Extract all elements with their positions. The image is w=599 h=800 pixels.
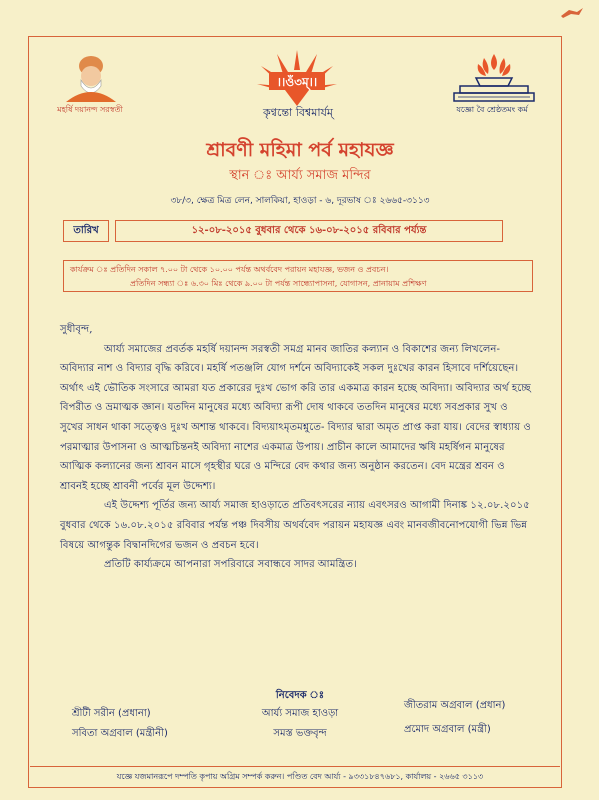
center-logo-caption: কৃণ্বন্তো বিশ্বমার্যম্	[262, 106, 334, 119]
signatory-left-2: সবিতা অগ্রবাল (মন্ত্রীনী)	[72, 728, 168, 739]
paragraph-intro: আর্য্য সমাজের প্রবর্তক মহর্ষি দয়ানন্দ সরস্বতী সমগ্র মানব জাতির কল্যান ও বিকাশের জন্য লিখলেন- অবিদ্যার নাশ ও বিদ্যার বৃদ্ধি করিবে। মহর্ষি পতঞ্জলি যোগ দর্শনে অবিদ্যাকেই সকল দুঃখের কারন হিসাবে দর্শিয়েছেন। অর্থাৎ এই ভৌতিক সংসারে আমরা যত প্রকারের দুঃখ ভোগ করি তার একমাত্র কারন হচ্ছে অবিদ্যা। অবিদ্যার অর্থ হচ্ছে বিপরীত ও ভ্রমাত্মক জ্ঞান। যতদিন মানুষের মধ্যে অবিদ্যা রূপী দোষ থাকবে ততদিন মানুষের মধ্যে সবপ্রকার সুখ ও সুখের সাধন থাকা সত্ত্বেও দুঃখ অশান্ত থাকবে। বিদ্যয়াঽমৃতমশ্নুতে- বিদ্যার দ্বারা অমৃত প্রাপ্ত করা যায়। বেদের স্বাধ্যায় ও পরমাত্মার উপাসনা ও আত্মচিন্তনই অবিদ্যা নাশের একমাত্র উপায়। প্রাচীন কালে আমাদের ঋষি মহর্ষিগন মানুষের আত্মিক কল্যানের জন্য শ্রাবন মাসে গৃহস্থীর ঘরে ও মন্দিরে বেদ কথার জন্য অনুষ্ঠান করতেন। বেদ মন্ত্রের শ্রবন ও শ্রাবনই হচ্ছে শ্রাবনী পর্বের মূল উদ্দেশ্য।	[60, 343, 531, 492]
date-label: তারিখ	[63, 220, 109, 242]
signatory-right-1: জীতরাম অগ্রবাল (প্রধান)	[404, 700, 506, 711]
footer-note: যজ্ঞে যজমানরূপে দম্পতি কৃপায় অগ্রিম সম্পর্ক করুন। পণ্ডিত বেদ আর্য্য - ৯৩৩১৮৪৭৬৮১, কার্যালয় - ২৬৬৫ ৩১১৩	[116, 772, 484, 781]
paragraph-invitation: প্রতিটি কার্য্যক্রমে আপনারা সপরিবারে সবান্ধবে সাদর আমন্ত্রিত।	[104, 559, 357, 571]
greeting: সুধীবৃন্দ,	[60, 324, 93, 335]
corner-flag-icon	[559, 6, 585, 20]
signatory-right-2: প্রমোদ অগ্রবাল (মন্ত্রী)	[404, 724, 491, 735]
nivedak-label: নিবেদক ঃ	[275, 690, 325, 701]
dayanand-portrait-icon	[60, 52, 122, 102]
letter-body	[60, 320, 534, 575]
signatory-left-1: শ্রীটী সরীন (প্রধানা)	[72, 708, 151, 719]
footer-divider	[30, 766, 560, 767]
om-symbol-text: ।।ওঁ৩ম্।।	[276, 75, 318, 89]
signatory-center-1: আর্য্য সমাজ হাওড়া	[261, 708, 339, 719]
program-line-morning: কার্যক্রম ঃ প্রতিদিন সকাল ৭.০০ টা থেকে ১০.০০ পর্যন্ত অথর্ববেদ পরায়ন মহাযজ্ঞ, ভজন ও প্রবচন।	[70, 265, 389, 274]
date-range: ১২-০৮-২০১৫ বুধবার থেকে ১৬-০৮-২০১৫ রবিবার পর্য্যন্ত	[115, 220, 503, 242]
event-venue: স্থান ঃ আর্য্য সমাজ মন্দির	[229, 168, 371, 183]
right-logo-caption: যজ্ঞো বৈ শ্রেষ্ঠতমং কর্ম	[456, 105, 528, 114]
venue-address: ৩৮/৩, ক্ষেত্র মিত্র লেন, সালকিয়া, হাওড়া - ৬, দূরভাষ ঃ ২৬৬৫-৩১১৩	[170, 196, 430, 206]
event-title: শ্রাবণী মহিমা পর্ব মহাযজ্ঞ	[206, 139, 394, 161]
signatory-center-2: সমস্ত ভক্তবৃন্দ	[273, 728, 327, 739]
program-line-evening: প্রতিদিন সন্ধ্যা ঃ ৬.৩০ মিঃ থেকে ৯.০০ টা পর্যন্ত সান্ধ্যোপাসনা, যোগাসন, প্রানায়াম প্রশিক্ষণ	[130, 279, 427, 288]
left-logo-caption: মহর্ষি দয়ানন্দ সরস্বতী	[57, 105, 123, 114]
yajna-fire-altar-icon	[452, 52, 536, 104]
program-box	[63, 260, 533, 292]
paragraph-event: এই উদ্দেশ্য পূর্তির জন্য আর্য্য সমাজ হাওড়াতে প্রতিবৎসরের ন্যায় এবৎসরও আগামী দিনাঙ্ক ১২.০৮.২০১৫ বুধবার থেকে ১৬.০৮.২০১৫ রবিবার পর্যন্ত পঞ্চ দিবসীয় অথর্ববেদ পরায়ন মহাযজ্ঞ এবং মানবজীবনোপযোগী ভিন্ন ভিন্ন বিষয়ে আগন্তুক বিদ্বানদিগের ভজন ও প্রবচন হবে।	[60, 500, 530, 551]
